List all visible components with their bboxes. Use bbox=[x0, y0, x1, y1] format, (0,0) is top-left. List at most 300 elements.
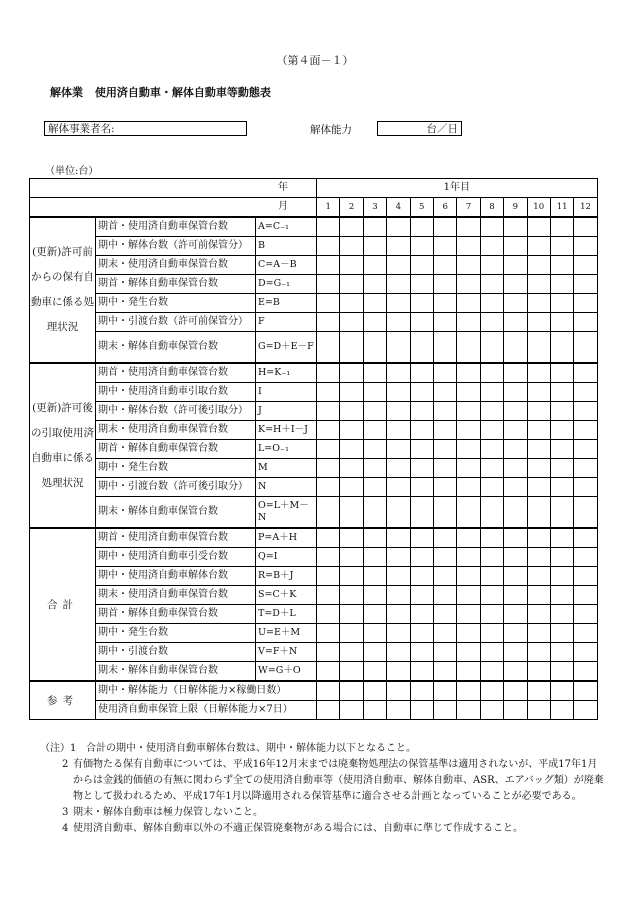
month-value-cell[interactable] bbox=[340, 256, 363, 275]
month-value-cell[interactable] bbox=[574, 528, 597, 548]
month-value-cell[interactable] bbox=[550, 605, 573, 624]
month-value-cell[interactable] bbox=[340, 605, 363, 624]
month-value-cell[interactable] bbox=[504, 217, 527, 237]
month-value-cell[interactable] bbox=[550, 237, 573, 256]
month-value-cell[interactable] bbox=[317, 275, 340, 294]
month-value-cell[interactable] bbox=[457, 548, 480, 567]
month-value-cell[interactable] bbox=[387, 624, 410, 643]
month-value-cell[interactable] bbox=[433, 275, 456, 294]
month-value-cell[interactable] bbox=[433, 237, 456, 256]
month-value-cell[interactable] bbox=[363, 643, 386, 662]
month-value-cell[interactable] bbox=[410, 624, 433, 643]
month-value-cell[interactable] bbox=[410, 332, 433, 364]
month-value-cell[interactable] bbox=[480, 586, 503, 605]
month-value-cell[interactable] bbox=[550, 402, 573, 421]
month-value-cell[interactable] bbox=[340, 440, 363, 459]
capacity-field[interactable]: 台／日 bbox=[377, 121, 462, 136]
month-value-cell[interactable] bbox=[317, 624, 340, 643]
month-value-cell[interactable] bbox=[574, 662, 597, 682]
month-value-cell[interactable] bbox=[574, 275, 597, 294]
month-value-cell[interactable] bbox=[550, 440, 573, 459]
month-value-cell[interactable] bbox=[504, 662, 527, 682]
month-value-cell[interactable] bbox=[410, 528, 433, 548]
month-value-cell[interactable] bbox=[410, 643, 433, 662]
month-value-cell[interactable] bbox=[317, 548, 340, 567]
month-value-cell[interactable] bbox=[457, 237, 480, 256]
month-value-cell[interactable] bbox=[550, 478, 573, 497]
month-value-cell[interactable] bbox=[317, 421, 340, 440]
month-value-cell[interactable] bbox=[480, 363, 503, 383]
month-value-cell[interactable] bbox=[504, 383, 527, 402]
month-value-cell[interactable] bbox=[504, 459, 527, 478]
month-value-cell[interactable] bbox=[550, 275, 573, 294]
month-value-cell[interactable] bbox=[340, 586, 363, 605]
month-value-cell[interactable] bbox=[550, 497, 573, 529]
month-value-cell[interactable] bbox=[574, 363, 597, 383]
month-value-cell[interactable] bbox=[504, 402, 527, 421]
month-value-cell[interactable] bbox=[480, 681, 503, 701]
month-value-cell[interactable] bbox=[363, 294, 386, 313]
month-value-cell[interactable] bbox=[574, 681, 597, 701]
month-value-cell[interactable] bbox=[317, 256, 340, 275]
month-value-cell[interactable] bbox=[480, 332, 503, 364]
month-value-cell[interactable] bbox=[340, 497, 363, 529]
month-value-cell[interactable] bbox=[363, 681, 386, 701]
month-value-cell[interactable] bbox=[410, 402, 433, 421]
month-value-cell[interactable] bbox=[317, 459, 340, 478]
month-value-cell[interactable] bbox=[387, 701, 410, 720]
month-value-cell[interactable] bbox=[387, 383, 410, 402]
month-value-cell[interactable] bbox=[480, 701, 503, 720]
month-value-cell[interactable] bbox=[527, 421, 550, 440]
month-value-cell[interactable] bbox=[363, 313, 386, 332]
month-value-cell[interactable] bbox=[550, 294, 573, 313]
month-value-cell[interactable] bbox=[527, 624, 550, 643]
month-value-cell[interactable] bbox=[527, 313, 550, 332]
month-value-cell[interactable] bbox=[504, 605, 527, 624]
month-value-cell[interactable] bbox=[433, 402, 456, 421]
month-value-cell[interactable] bbox=[574, 643, 597, 662]
month-value-cell[interactable] bbox=[504, 497, 527, 529]
month-value-cell[interactable] bbox=[504, 440, 527, 459]
month-value-cell[interactable] bbox=[527, 662, 550, 682]
month-value-cell[interactable] bbox=[527, 567, 550, 586]
month-value-cell[interactable] bbox=[410, 294, 433, 313]
month-value-cell[interactable] bbox=[457, 605, 480, 624]
month-value-cell[interactable] bbox=[504, 586, 527, 605]
month-value-cell[interactable] bbox=[457, 459, 480, 478]
month-value-cell[interactable] bbox=[410, 217, 433, 237]
month-value-cell[interactable] bbox=[480, 624, 503, 643]
month-value-cell[interactable] bbox=[457, 363, 480, 383]
month-value-cell[interactable] bbox=[527, 294, 550, 313]
month-value-cell[interactable] bbox=[387, 217, 410, 237]
month-value-cell[interactable] bbox=[550, 421, 573, 440]
month-value-cell[interactable] bbox=[480, 313, 503, 332]
month-value-cell[interactable] bbox=[550, 459, 573, 478]
month-value-cell[interactable] bbox=[363, 624, 386, 643]
month-value-cell[interactable] bbox=[363, 332, 386, 364]
month-value-cell[interactable] bbox=[433, 528, 456, 548]
month-value-cell[interactable] bbox=[340, 459, 363, 478]
month-value-cell[interactable] bbox=[480, 237, 503, 256]
month-value-cell[interactable] bbox=[527, 275, 550, 294]
month-value-cell[interactable] bbox=[504, 478, 527, 497]
month-value-cell[interactable] bbox=[387, 662, 410, 682]
month-value-cell[interactable] bbox=[387, 567, 410, 586]
month-value-cell[interactable] bbox=[504, 313, 527, 332]
month-value-cell[interactable] bbox=[363, 421, 386, 440]
month-value-cell[interactable] bbox=[340, 217, 363, 237]
month-value-cell[interactable] bbox=[340, 313, 363, 332]
month-value-cell[interactable] bbox=[387, 313, 410, 332]
month-value-cell[interactable] bbox=[527, 528, 550, 548]
month-value-cell[interactable] bbox=[340, 681, 363, 701]
month-value-cell[interactable] bbox=[410, 605, 433, 624]
month-value-cell[interactable] bbox=[340, 548, 363, 567]
month-value-cell[interactable] bbox=[574, 548, 597, 567]
month-value-cell[interactable] bbox=[433, 643, 456, 662]
month-value-cell[interactable] bbox=[410, 459, 433, 478]
month-value-cell[interactable] bbox=[480, 567, 503, 586]
month-value-cell[interactable] bbox=[340, 567, 363, 586]
month-value-cell[interactable] bbox=[317, 332, 340, 364]
month-value-cell[interactable] bbox=[457, 294, 480, 313]
month-value-cell[interactable] bbox=[410, 567, 433, 586]
month-value-cell[interactable] bbox=[340, 383, 363, 402]
month-value-cell[interactable] bbox=[527, 363, 550, 383]
month-value-cell[interactable] bbox=[317, 605, 340, 624]
month-value-cell[interactable] bbox=[363, 459, 386, 478]
month-value-cell[interactable] bbox=[433, 332, 456, 364]
month-value-cell[interactable] bbox=[317, 681, 340, 701]
month-value-cell[interactable] bbox=[410, 275, 433, 294]
month-value-cell[interactable] bbox=[480, 383, 503, 402]
month-value-cell[interactable] bbox=[550, 383, 573, 402]
month-value-cell[interactable] bbox=[457, 313, 480, 332]
month-value-cell[interactable] bbox=[550, 701, 573, 720]
month-value-cell[interactable] bbox=[387, 237, 410, 256]
month-value-cell[interactable] bbox=[527, 402, 550, 421]
month-value-cell[interactable] bbox=[433, 421, 456, 440]
month-value-cell[interactable] bbox=[363, 237, 386, 256]
month-value-cell[interactable] bbox=[527, 332, 550, 364]
month-value-cell[interactable] bbox=[504, 363, 527, 383]
month-value-cell[interactable] bbox=[363, 701, 386, 720]
month-value-cell[interactable] bbox=[317, 383, 340, 402]
month-value-cell[interactable] bbox=[574, 313, 597, 332]
month-value-cell[interactable] bbox=[340, 662, 363, 682]
month-value-cell[interactable] bbox=[363, 256, 386, 275]
month-value-cell[interactable] bbox=[410, 383, 433, 402]
month-value-cell[interactable] bbox=[504, 528, 527, 548]
month-value-cell[interactable] bbox=[387, 363, 410, 383]
month-value-cell[interactable] bbox=[363, 383, 386, 402]
month-value-cell[interactable] bbox=[574, 624, 597, 643]
month-value-cell[interactable] bbox=[480, 294, 503, 313]
month-value-cell[interactable] bbox=[340, 478, 363, 497]
month-value-cell[interactable] bbox=[340, 275, 363, 294]
month-value-cell[interactable] bbox=[574, 402, 597, 421]
month-value-cell[interactable] bbox=[574, 459, 597, 478]
month-value-cell[interactable] bbox=[574, 256, 597, 275]
month-value-cell[interactable] bbox=[480, 440, 503, 459]
month-value-cell[interactable] bbox=[480, 497, 503, 529]
month-value-cell[interactable] bbox=[457, 528, 480, 548]
month-value-cell[interactable] bbox=[527, 681, 550, 701]
month-value-cell[interactable] bbox=[410, 440, 433, 459]
month-value-cell[interactable] bbox=[550, 548, 573, 567]
month-value-cell[interactable] bbox=[504, 294, 527, 313]
month-value-cell[interactable] bbox=[433, 459, 456, 478]
month-value-cell[interactable] bbox=[340, 363, 363, 383]
month-value-cell[interactable] bbox=[363, 363, 386, 383]
month-value-cell[interactable] bbox=[363, 528, 386, 548]
month-value-cell[interactable] bbox=[340, 624, 363, 643]
month-value-cell[interactable] bbox=[550, 643, 573, 662]
month-value-cell[interactable] bbox=[317, 567, 340, 586]
month-value-cell[interactable] bbox=[550, 528, 573, 548]
month-value-cell[interactable] bbox=[433, 478, 456, 497]
month-value-cell[interactable] bbox=[363, 548, 386, 567]
month-value-cell[interactable] bbox=[574, 701, 597, 720]
month-value-cell[interactable] bbox=[387, 605, 410, 624]
month-value-cell[interactable] bbox=[410, 662, 433, 682]
month-value-cell[interactable] bbox=[387, 459, 410, 478]
month-value-cell[interactable] bbox=[340, 332, 363, 364]
month-value-cell[interactable] bbox=[410, 237, 433, 256]
month-value-cell[interactable] bbox=[527, 643, 550, 662]
month-value-cell[interactable] bbox=[340, 643, 363, 662]
month-value-cell[interactable] bbox=[550, 256, 573, 275]
month-value-cell[interactable] bbox=[480, 548, 503, 567]
month-value-cell[interactable] bbox=[317, 701, 340, 720]
month-value-cell[interactable] bbox=[387, 528, 410, 548]
month-value-cell[interactable] bbox=[317, 237, 340, 256]
month-value-cell[interactable] bbox=[550, 217, 573, 237]
month-value-cell[interactable] bbox=[527, 256, 550, 275]
operator-name-field[interactable]: 解体事業者名: bbox=[44, 121, 247, 136]
month-value-cell[interactable] bbox=[317, 497, 340, 529]
month-value-cell[interactable] bbox=[363, 605, 386, 624]
month-value-cell[interactable] bbox=[574, 332, 597, 364]
month-value-cell[interactable] bbox=[363, 497, 386, 529]
month-value-cell[interactable] bbox=[387, 548, 410, 567]
month-value-cell[interactable] bbox=[550, 363, 573, 383]
month-value-cell[interactable] bbox=[504, 275, 527, 294]
month-value-cell[interactable] bbox=[480, 643, 503, 662]
month-value-cell[interactable] bbox=[363, 567, 386, 586]
month-value-cell[interactable] bbox=[574, 421, 597, 440]
month-value-cell[interactable] bbox=[527, 478, 550, 497]
month-value-cell[interactable] bbox=[387, 294, 410, 313]
month-value-cell[interactable] bbox=[433, 548, 456, 567]
month-value-cell[interactable] bbox=[340, 237, 363, 256]
month-value-cell[interactable] bbox=[387, 275, 410, 294]
month-value-cell[interactable] bbox=[504, 237, 527, 256]
month-value-cell[interactable] bbox=[457, 332, 480, 364]
month-value-cell[interactable] bbox=[387, 256, 410, 275]
month-value-cell[interactable] bbox=[410, 701, 433, 720]
month-value-cell[interactable] bbox=[574, 605, 597, 624]
month-value-cell[interactable] bbox=[480, 459, 503, 478]
month-value-cell[interactable] bbox=[574, 497, 597, 529]
month-value-cell[interactable] bbox=[527, 586, 550, 605]
month-value-cell[interactable] bbox=[387, 478, 410, 497]
month-value-cell[interactable] bbox=[504, 332, 527, 364]
month-value-cell[interactable] bbox=[433, 440, 456, 459]
month-value-cell[interactable] bbox=[317, 528, 340, 548]
month-value-cell[interactable] bbox=[387, 497, 410, 529]
month-value-cell[interactable] bbox=[363, 586, 386, 605]
month-value-cell[interactable] bbox=[387, 440, 410, 459]
month-value-cell[interactable] bbox=[410, 681, 433, 701]
month-value-cell[interactable] bbox=[410, 363, 433, 383]
month-value-cell[interactable] bbox=[433, 383, 456, 402]
month-value-cell[interactable] bbox=[480, 528, 503, 548]
month-value-cell[interactable] bbox=[363, 217, 386, 237]
month-value-cell[interactable] bbox=[363, 478, 386, 497]
month-value-cell[interactable] bbox=[457, 421, 480, 440]
month-value-cell[interactable] bbox=[457, 440, 480, 459]
month-value-cell[interactable] bbox=[550, 313, 573, 332]
month-value-cell[interactable] bbox=[433, 363, 456, 383]
month-value-cell[interactable] bbox=[433, 605, 456, 624]
month-value-cell[interactable] bbox=[550, 624, 573, 643]
month-value-cell[interactable] bbox=[340, 402, 363, 421]
month-value-cell[interactable] bbox=[433, 662, 456, 682]
month-value-cell[interactable] bbox=[433, 497, 456, 529]
month-value-cell[interactable] bbox=[527, 701, 550, 720]
month-value-cell[interactable] bbox=[527, 237, 550, 256]
month-value-cell[interactable] bbox=[457, 383, 480, 402]
month-value-cell[interactable] bbox=[433, 681, 456, 701]
month-value-cell[interactable] bbox=[504, 567, 527, 586]
month-value-cell[interactable] bbox=[317, 440, 340, 459]
month-value-cell[interactable] bbox=[550, 567, 573, 586]
month-value-cell[interactable] bbox=[387, 586, 410, 605]
month-value-cell[interactable] bbox=[574, 217, 597, 237]
month-value-cell[interactable] bbox=[480, 402, 503, 421]
month-value-cell[interactable] bbox=[433, 586, 456, 605]
month-value-cell[interactable] bbox=[387, 402, 410, 421]
month-value-cell[interactable] bbox=[480, 605, 503, 624]
month-value-cell[interactable] bbox=[504, 681, 527, 701]
month-value-cell[interactable] bbox=[504, 421, 527, 440]
month-value-cell[interactable] bbox=[480, 421, 503, 440]
month-value-cell[interactable] bbox=[433, 256, 456, 275]
month-value-cell[interactable] bbox=[433, 313, 456, 332]
month-value-cell[interactable] bbox=[527, 605, 550, 624]
month-value-cell[interactable] bbox=[574, 237, 597, 256]
month-value-cell[interactable] bbox=[480, 217, 503, 237]
month-value-cell[interactable] bbox=[550, 681, 573, 701]
month-value-cell[interactable] bbox=[387, 421, 410, 440]
month-value-cell[interactable] bbox=[457, 624, 480, 643]
month-value-cell[interactable] bbox=[317, 478, 340, 497]
month-value-cell[interactable] bbox=[480, 478, 503, 497]
month-value-cell[interactable] bbox=[410, 313, 433, 332]
month-value-cell[interactable] bbox=[410, 548, 433, 567]
month-value-cell[interactable] bbox=[480, 256, 503, 275]
month-value-cell[interactable] bbox=[457, 701, 480, 720]
month-value-cell[interactable] bbox=[504, 256, 527, 275]
month-value-cell[interactable] bbox=[317, 662, 340, 682]
month-value-cell[interactable] bbox=[574, 383, 597, 402]
month-value-cell[interactable] bbox=[504, 624, 527, 643]
month-value-cell[interactable] bbox=[527, 383, 550, 402]
month-value-cell[interactable] bbox=[527, 548, 550, 567]
month-value-cell[interactable] bbox=[457, 586, 480, 605]
month-value-cell[interactable] bbox=[317, 363, 340, 383]
month-value-cell[interactable] bbox=[480, 275, 503, 294]
month-value-cell[interactable] bbox=[480, 662, 503, 682]
month-value-cell[interactable] bbox=[340, 421, 363, 440]
month-value-cell[interactable] bbox=[457, 275, 480, 294]
month-value-cell[interactable] bbox=[504, 548, 527, 567]
month-value-cell[interactable] bbox=[433, 567, 456, 586]
month-value-cell[interactable] bbox=[574, 478, 597, 497]
month-value-cell[interactable] bbox=[387, 643, 410, 662]
month-value-cell[interactable] bbox=[504, 643, 527, 662]
month-value-cell[interactable] bbox=[363, 275, 386, 294]
month-value-cell[interactable] bbox=[433, 294, 456, 313]
month-value-cell[interactable] bbox=[410, 497, 433, 529]
month-value-cell[interactable] bbox=[363, 662, 386, 682]
month-value-cell[interactable] bbox=[457, 662, 480, 682]
month-value-cell[interactable] bbox=[363, 440, 386, 459]
month-value-cell[interactable] bbox=[574, 294, 597, 313]
month-value-cell[interactable] bbox=[457, 217, 480, 237]
month-value-cell[interactable] bbox=[527, 497, 550, 529]
month-value-cell[interactable] bbox=[574, 567, 597, 586]
month-value-cell[interactable] bbox=[527, 217, 550, 237]
month-value-cell[interactable] bbox=[457, 256, 480, 275]
month-value-cell[interactable] bbox=[340, 528, 363, 548]
month-value-cell[interactable] bbox=[527, 459, 550, 478]
month-value-cell[interactable] bbox=[457, 681, 480, 701]
month-value-cell[interactable] bbox=[433, 624, 456, 643]
month-value-cell[interactable] bbox=[433, 701, 456, 720]
month-value-cell[interactable] bbox=[550, 586, 573, 605]
month-value-cell[interactable] bbox=[317, 294, 340, 313]
month-value-cell[interactable] bbox=[457, 478, 480, 497]
month-value-cell[interactable] bbox=[317, 313, 340, 332]
month-value-cell[interactable] bbox=[527, 440, 550, 459]
month-value-cell[interactable] bbox=[363, 402, 386, 421]
month-value-cell[interactable] bbox=[550, 332, 573, 364]
month-value-cell[interactable] bbox=[410, 586, 433, 605]
month-value-cell[interactable] bbox=[387, 681, 410, 701]
month-value-cell[interactable] bbox=[457, 402, 480, 421]
month-value-cell[interactable] bbox=[317, 217, 340, 237]
month-value-cell[interactable] bbox=[433, 217, 456, 237]
month-value-cell[interactable] bbox=[340, 701, 363, 720]
month-value-cell[interactable] bbox=[410, 421, 433, 440]
month-value-cell[interactable] bbox=[457, 643, 480, 662]
month-value-cell[interactable] bbox=[457, 497, 480, 529]
month-value-cell[interactable] bbox=[317, 586, 340, 605]
month-value-cell[interactable] bbox=[317, 643, 340, 662]
month-value-cell[interactable] bbox=[574, 586, 597, 605]
month-value-cell[interactable] bbox=[504, 701, 527, 720]
month-value-cell[interactable] bbox=[574, 440, 597, 459]
month-value-cell[interactable] bbox=[410, 478, 433, 497]
month-value-cell[interactable] bbox=[317, 402, 340, 421]
month-value-cell[interactable] bbox=[457, 567, 480, 586]
month-value-cell[interactable] bbox=[550, 662, 573, 682]
month-value-cell[interactable] bbox=[340, 294, 363, 313]
